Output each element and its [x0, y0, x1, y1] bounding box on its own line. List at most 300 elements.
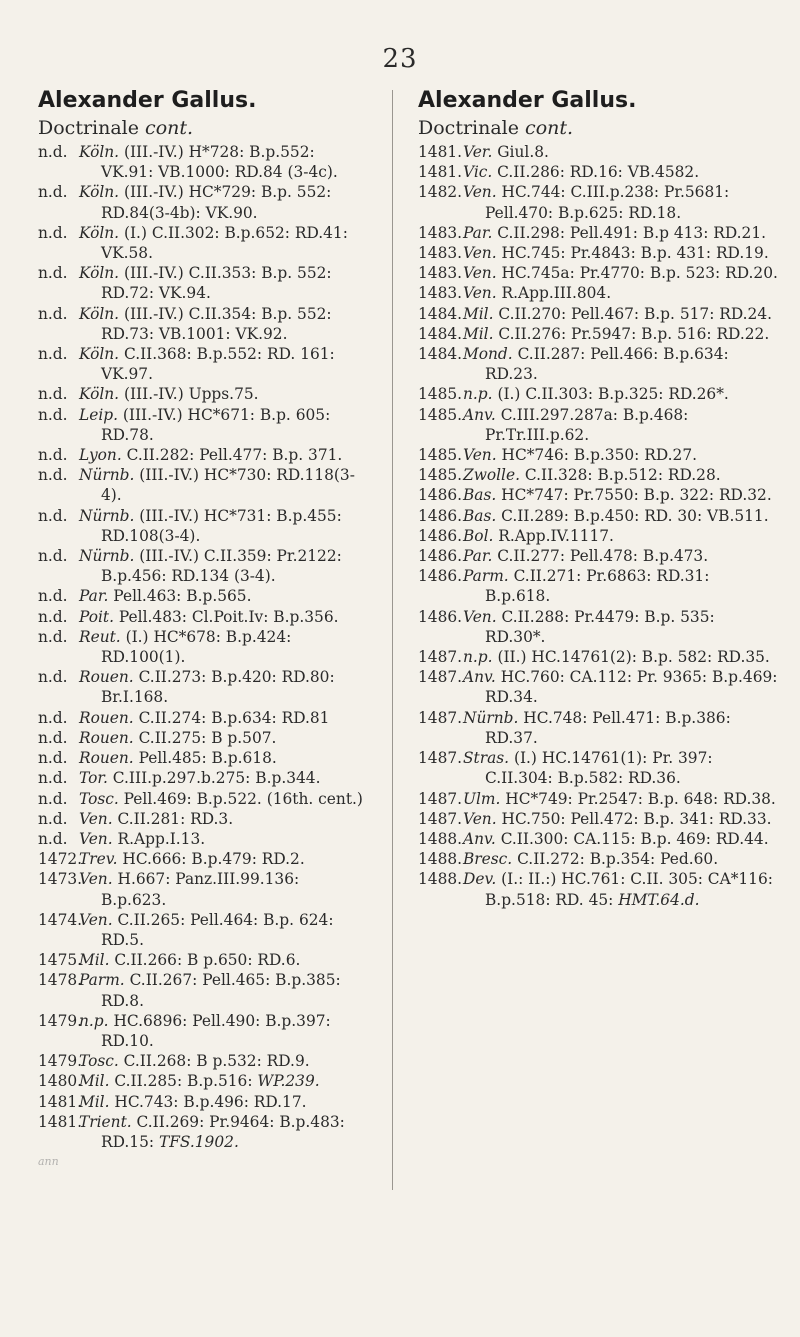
entry-label: 1479. [38, 1052, 83, 1071]
entry-text: (III.-IV.) HC*671: B.p. 605: RD.78. [101, 405, 331, 444]
entry [418, 263, 778, 283]
entry-body [79, 748, 363, 768]
entry-text: (III.-IV.) HC*731: B.p.455: RD.108(3-4). [101, 506, 342, 545]
entry-place: Poit. [79, 607, 114, 626]
entry-place: Mil. [79, 1092, 110, 1111]
entry-label: 1486. [418, 486, 463, 505]
entry-place: Köln. [79, 345, 120, 364]
entry-label: n.d. [38, 607, 68, 626]
entry-text: Pell.463: B.p.565. [108, 587, 252, 606]
entry [38, 182, 363, 222]
entry-text: HC*749: Pr.2547: B.p. 648: RD.38. [500, 789, 776, 808]
entry [38, 1112, 363, 1152]
entry-note: TFS.1902. [154, 1132, 239, 1151]
entry [38, 849, 363, 869]
entry-label: n.d. [38, 304, 68, 323]
entry [38, 506, 363, 546]
entry-text: C.II.271: Pr.6863: RD.31: B.p.618. [485, 567, 710, 606]
entry-place: Köln. [79, 183, 120, 202]
entry-body [463, 324, 778, 344]
entry-label: 1488. [418, 850, 463, 869]
entry-body [463, 465, 778, 485]
entry-body [463, 809, 778, 829]
entry [38, 1092, 363, 1112]
entry-place: Mil. [463, 324, 494, 343]
entry [418, 283, 778, 303]
entry-place: Anv. [463, 668, 496, 687]
entry-body [463, 829, 778, 849]
entry-body [79, 142, 363, 182]
entry-text: (III.-IV.) HC*730: RD.118(3-4). [101, 466, 355, 505]
entry [38, 1011, 363, 1051]
entry-label: 1480. [38, 1072, 83, 1091]
entry-label: 1484. [418, 345, 463, 364]
entry-place: Rouen. [79, 708, 134, 727]
entry-body [79, 627, 363, 667]
entry-label: 1488. [418, 870, 463, 889]
entry-body [79, 586, 363, 606]
entry-text: R.App.I.13. [112, 829, 206, 848]
entry [38, 970, 363, 1010]
entry [38, 405, 363, 445]
entry-text: (III.-IV.) Upps.75. [119, 385, 259, 404]
entry [418, 708, 778, 748]
entry [38, 809, 363, 829]
entry-label: 1479. [38, 1011, 83, 1030]
entry-place: Ulm. [463, 789, 501, 808]
entry [38, 1051, 363, 1071]
entry [38, 910, 363, 950]
left-entry-list [38, 142, 363, 1152]
entry-body [79, 910, 363, 950]
entry [38, 950, 363, 970]
entry-place: Vic. [463, 163, 493, 182]
entry-label: n.d. [38, 668, 68, 687]
entry-body [79, 1071, 363, 1091]
entry [418, 465, 778, 485]
entry-body [463, 708, 778, 748]
entry-body [463, 506, 778, 526]
entry-body [79, 1092, 363, 1112]
entry-body [79, 1011, 363, 1051]
entry [38, 607, 363, 627]
entry-label: 1485. [418, 385, 463, 404]
entry [418, 526, 778, 546]
entry-label: 1482. [418, 183, 463, 202]
entry [38, 445, 363, 465]
entry-text: C.II.287: Pell.466: B.p.634: RD.23. [485, 345, 729, 384]
entry-label: n.d. [38, 506, 68, 525]
entry-label: n.d. [38, 405, 68, 424]
entry-label: n.d. [38, 708, 68, 727]
right-heading: Alexander Gallus. [418, 88, 637, 113]
entry-body [79, 950, 363, 970]
entry-text: C.II.276: Pr.5947: B.p. 516: RD.22. [493, 324, 770, 343]
entry-body [79, 546, 363, 586]
entry-body [463, 485, 778, 505]
entry-text: Giul.8. [492, 143, 549, 161]
entry [418, 384, 778, 404]
entry-place: Mond. [463, 345, 513, 364]
entry-label: 1481. [38, 1112, 83, 1131]
entry-label: 1484. [418, 304, 463, 323]
entry-label: n.d. [38, 446, 68, 465]
entry-place: Rouen. [79, 749, 134, 768]
entry-label: 1483. [418, 223, 463, 242]
entry [38, 384, 363, 404]
entry-place: Ven. [463, 809, 497, 828]
entry [38, 223, 363, 263]
entry-text: C.II.265: Pell.464: B.p. 624: RD.5. [101, 910, 334, 949]
entry [38, 708, 363, 728]
entry [418, 546, 778, 566]
entry-place: Tosc. [79, 1052, 119, 1071]
entry-body [79, 768, 363, 788]
entry-place: Köln. [79, 264, 120, 283]
entry-body [79, 809, 363, 829]
entry-place: Mil. [463, 304, 494, 323]
entry [418, 607, 778, 647]
entry-place: Anv. [463, 829, 496, 848]
entry [38, 465, 363, 505]
entry-text: HC.750: Pell.472: B.p. 341: RD.33. [496, 809, 772, 828]
entry-place: Stras. [463, 749, 510, 768]
column-divider [392, 90, 393, 1190]
entry-body [79, 728, 363, 748]
entry-note: WP.239. [252, 1072, 320, 1091]
entry [38, 869, 363, 909]
entry-body [463, 162, 778, 182]
entry-body [463, 667, 778, 707]
entry-text: HC.6896: Pell.490: B.p.397: RD.10. [101, 1011, 331, 1050]
entry [38, 142, 363, 182]
entry-label: 1474. [38, 910, 83, 929]
entry-place: Parm. [463, 567, 509, 586]
entry [38, 263, 363, 303]
entry-place: Par. [463, 547, 493, 566]
entry-body [463, 405, 778, 445]
entry-text: C.II.270: Pell.467: B.p. 517: RD.24. [493, 304, 773, 323]
entry-text: C.II.272: B.p.354: Ped.60. [512, 850, 719, 869]
entry-text: C.II.300: CA.115: B.p. 469: RD.44. [495, 829, 769, 848]
entry-place: Dev. [463, 870, 497, 889]
entry [418, 829, 778, 849]
entry-place: Ver. [463, 143, 493, 161]
entry-text: C.II.285: B.p.516: [109, 1072, 253, 1091]
entry-label: 1485. [418, 466, 463, 485]
entry-text: C.II.282: Pell.477: B.p. 371. [121, 446, 343, 465]
entry-place: Mil. [79, 951, 110, 970]
entry-text: (III.-IV.) C.II.354: B.p. 552: RD.73: VB.1001: VK.92. [101, 304, 332, 343]
entry-body [463, 243, 778, 263]
entry-note: HMT.64.d. [613, 890, 700, 909]
entry-body [79, 263, 363, 303]
entry [418, 182, 778, 222]
entry [418, 243, 778, 263]
entry-label: 1481. [418, 143, 463, 161]
entry-text: HC.760: CA.112: Pr. 9365: B.p.469: RD.34. [485, 668, 778, 707]
entry-place: Bas. [463, 486, 497, 505]
entry-text: HC*747: Pr.7550: B.p. 322: RD.32. [496, 486, 772, 505]
entry-label: 1484. [418, 324, 463, 343]
entry-body [79, 506, 363, 546]
entry [38, 1071, 363, 1091]
entry [38, 829, 363, 849]
entry-label: 1473. [38, 870, 83, 889]
entry [418, 506, 778, 526]
entry-place: Ven. [463, 446, 497, 465]
entry-text: H.667: Panz.III.99.136: B.p.623. [101, 870, 300, 909]
entry-label: 1487. [418, 809, 463, 828]
entry-place: Ven. [463, 284, 497, 303]
entry [38, 546, 363, 586]
entry [418, 849, 778, 869]
entry-text: C.II.268: B p.532: RD.9. [118, 1052, 310, 1071]
entry-label: 1486. [418, 526, 463, 545]
entry [418, 142, 778, 162]
entry-text: Pell.485: B.p.618. [133, 749, 277, 768]
entry-label: 1485. [418, 405, 463, 424]
entry-label: n.d. [38, 385, 68, 404]
entry-text: (I.) C.II.303: B.p.325: RD.26*. [492, 385, 729, 404]
entry [418, 344, 778, 384]
entry-label: 1486. [418, 567, 463, 586]
entry-place: Ven. [79, 809, 113, 828]
entry-place: Ven. [463, 264, 497, 283]
entry-label: n.d. [38, 728, 68, 747]
entry [418, 304, 778, 324]
entry-body [463, 283, 778, 303]
entry-text: (III.-IV.) HC*729: B.p. 552: RD.84(3-4b): VK.90. [101, 183, 332, 222]
entry-label: 1487. [418, 648, 463, 667]
entry [38, 304, 363, 344]
entry-text: HC.743: B.p.496: RD.17. [109, 1092, 307, 1111]
entry-place: n.p. [463, 648, 493, 667]
entry-place: Tor. [79, 769, 108, 788]
entry-body [79, 304, 363, 344]
entry-text: HC.748: Pell.471: B.p.386: RD.37. [485, 708, 731, 747]
entry-text: (I.) HC.14761(1): Pr. 397: C.II.304: B.p.582: RD.36. [485, 749, 713, 788]
entry-place: Bas. [463, 506, 497, 525]
entry-place: Ven. [79, 829, 113, 848]
entry [418, 223, 778, 243]
entry [38, 627, 363, 667]
entry-place: Köln. [79, 304, 120, 323]
entry-place: Ven. [79, 870, 113, 889]
entry-body [463, 647, 778, 667]
entry-place: Zwolle. [463, 466, 520, 485]
entry-text: HC.744: C.III.p.238: Pr.5681: Pell.470: B.p.625: RD.18. [485, 183, 730, 222]
entry-label: 1486. [418, 506, 463, 525]
entry-body [463, 526, 778, 546]
entry-label: 1487. [418, 708, 463, 727]
entry-place: Par. [463, 223, 493, 242]
entry-body [79, 445, 363, 465]
entry [38, 344, 363, 384]
entry-text: C.III.p.297.b.275: B.p.344. [107, 769, 321, 788]
left-heading: Alexander Gallus. [38, 88, 257, 113]
entry-body [79, 667, 363, 707]
entry-body [463, 182, 778, 222]
entry [38, 789, 363, 809]
entry-body [463, 607, 778, 647]
entry-body [463, 869, 778, 909]
entry-text: HC.666: B.p.479: RD.2. [117, 850, 305, 869]
entry-text: C.II.289: B.p.450: RD. 30: VB.511. [496, 506, 769, 525]
entry-body [79, 970, 363, 1010]
entry-text: R.App.IV.1117. [493, 526, 614, 545]
entry-body [79, 182, 363, 222]
entry-text: C.II.273: B.p.420: RD.80: Br.I.168. [101, 668, 335, 707]
entry-text: Pell.483: Cl.Poit.Iv: B.p.356. [114, 607, 339, 626]
entry-text: (I.: II.:) HC.761: C.II. 305: CA*116: B.p.518: RD. 45: [485, 870, 773, 909]
entry-text: C.II.275: B p.507. [133, 728, 277, 747]
entry-label: n.d. [38, 466, 68, 485]
page-number: 23 [382, 44, 418, 74]
entry [418, 324, 778, 344]
entry-label: n.d. [38, 223, 68, 242]
entry-text: C.III.297.287a: B.p.468: Pr.Tr.III.p.62. [485, 405, 689, 444]
entry-text: C.II.277: Pell.478: B.p.473. [492, 547, 709, 566]
entry-place: n.p. [463, 385, 493, 404]
entry-body [463, 142, 778, 162]
entry [418, 809, 778, 829]
entry [418, 748, 778, 788]
entry-text: (III.-IV.) H*728: B.p.552: VK.91: VB.1000: RD.84 (3-4c). [101, 143, 338, 182]
entry [418, 869, 778, 909]
entry-place: Rouen. [79, 668, 134, 687]
entry-place: Trev. [79, 850, 118, 869]
entry [418, 566, 778, 606]
entry-text: C.II.298: Pell.491: B.p 413: RD.21. [492, 223, 767, 242]
entry-body [79, 789, 363, 809]
entry-text: C.II.267: Pell.465: B.p.385: RD.8. [101, 971, 341, 1010]
entry-body [79, 607, 363, 627]
entry-label: 1485. [418, 446, 463, 465]
entry-label: 1487. [418, 749, 463, 768]
entry-label: 1481. [38, 1092, 83, 1111]
entry-body [463, 849, 778, 869]
entry-label: n.d. [38, 264, 68, 283]
entry-text: C.II.286: RD.16: VB.4582. [492, 163, 700, 182]
entry-text: (I.) C.II.302: B.p.652: RD.41: VK.58. [101, 223, 348, 263]
entry-label: 1486. [418, 547, 463, 566]
entry-label: 1488. [418, 829, 463, 848]
entry-body [463, 748, 778, 788]
entry-label: 1483. [418, 284, 463, 303]
entry-body [79, 869, 363, 909]
entry-body [463, 445, 778, 465]
entry-label: 1481. [418, 163, 463, 182]
entry [418, 667, 778, 707]
entry-label: 1487. [418, 668, 463, 687]
entry [38, 748, 363, 768]
entry-label: 1478. [38, 971, 83, 990]
entry-label: n.d. [38, 183, 68, 202]
entry [38, 768, 363, 788]
entry-label: n.d. [38, 345, 68, 364]
entry-text: Pell.469: B.p.522. (16th. cent.) [118, 789, 363, 808]
footer-fragment: ann [38, 1155, 59, 1169]
entry-place: Nürnb. [79, 466, 135, 485]
entry-body [463, 566, 778, 606]
entry-place: Par. [79, 587, 109, 606]
entry-label: n.d. [38, 547, 68, 566]
entry-place: Ven. [463, 607, 497, 626]
entry-text: (III.-IV.) C.II.359: Pr.2122: B.p.456: RD.134 (3-4). [101, 547, 342, 586]
entry-place: Ven. [79, 910, 113, 929]
entry-text: R.App.III.804. [496, 284, 612, 303]
right-entry-list [418, 142, 778, 910]
entry-place: Köln. [79, 385, 120, 404]
entry-text: (I.) HC*678: B.p.424: RD.100(1). [101, 627, 292, 667]
entry-body [463, 304, 778, 324]
entry-body [463, 223, 778, 243]
entry-label: 1487. [418, 789, 463, 808]
entry-label: 1486. [418, 607, 463, 626]
entry-body [463, 344, 778, 384]
entry-text: (II.) HC.14761(2): B.p. 582: RD.35. [492, 648, 770, 667]
entry [418, 445, 778, 465]
entry-place: Ven. [463, 183, 497, 202]
entry-text: C.II.274: B.p.634: RD.81 [133, 708, 330, 727]
entry-body [463, 546, 778, 566]
entry-body [79, 465, 363, 505]
entry-body [79, 849, 363, 869]
entry-body [463, 384, 778, 404]
entry-body [79, 829, 363, 849]
entry-text: C.II.288: Pr.4479: B.p. 535: RD.30*. [485, 607, 715, 646]
entry-label: 1475. [38, 951, 83, 970]
entry [38, 586, 363, 606]
right-subheading: Doctrinale cont. [418, 117, 574, 139]
entry-body [79, 708, 363, 728]
entry-text: HC.745a: Pr.4770: B.p. 523: RD.20. [496, 264, 778, 283]
entry-label: n.d. [38, 749, 68, 768]
entry-body [79, 1051, 363, 1071]
entry [418, 789, 778, 809]
entry [418, 405, 778, 445]
entry [38, 728, 363, 748]
entry-place: Bresc. [463, 850, 513, 869]
entry-place: Mil. [79, 1072, 110, 1091]
entry-label: 1483. [418, 244, 463, 263]
entry-label: n.d. [38, 143, 68, 161]
entry-label: 1483. [418, 264, 463, 283]
entry-text: (III.-IV.) C.II.353: B.p. 552: RD.72: VK.94. [101, 264, 332, 303]
entry-text: C.II.269: Pr.9464: B.p.483: RD.15: [101, 1112, 345, 1151]
entry-place: Parm. [79, 971, 125, 990]
entry-place: Bol. [463, 526, 494, 545]
entry-text: C.II.328: B.p.512: RD.28. [519, 466, 721, 485]
entry-text: HC.745: Pr.4843: B.p. 431: RD.19. [496, 244, 769, 263]
entry-place: Tosc. [79, 789, 119, 808]
entry [418, 485, 778, 505]
entry-body [79, 223, 363, 263]
entry-place: Lyon. [79, 446, 122, 465]
entry-body [79, 344, 363, 384]
entry-place: n.p. [79, 1011, 109, 1030]
entry-place: Köln. [79, 223, 120, 242]
entry-text: C.II.368: B.p.552: RD. 161: VK.97. [101, 345, 335, 384]
entry-label: n.d. [38, 789, 68, 808]
entry-body [79, 384, 363, 404]
entry-label: n.d. [38, 769, 68, 788]
entry-label: n.d. [38, 829, 68, 848]
entry-body [463, 789, 778, 809]
entry-place: Köln. [79, 143, 120, 161]
left-column [38, 84, 363, 1172]
